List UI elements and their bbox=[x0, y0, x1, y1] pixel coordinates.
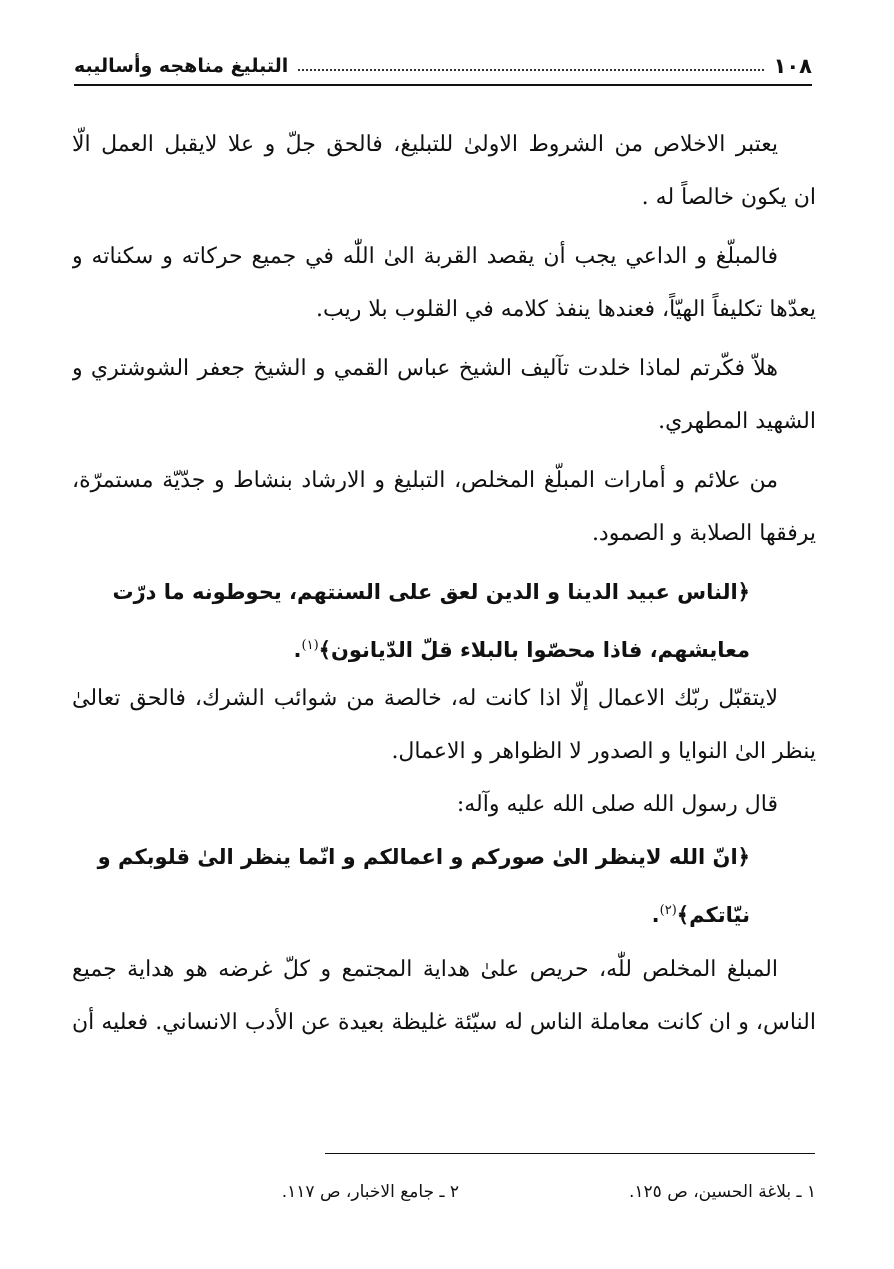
quote-line: ﴿انّ الله لاينظر الىٰ صوركم و اعمالكم و انّما ينظر الىٰ قلوبكم و bbox=[97, 845, 750, 869]
running-title: التبليغ مناهجه وأساليبه bbox=[74, 55, 289, 77]
paragraph-3 bbox=[72, 342, 816, 448]
quote-2 bbox=[72, 831, 816, 937]
footnote-marker[interactable]: (١) bbox=[301, 638, 319, 653]
footnote-marker[interactable]: (٢) bbox=[659, 903, 677, 918]
text-line: من علائم و أمارات المبلّغ المخلص، التبليغ و الارشاد بنشاط و جدّيّة مستمرّة، bbox=[72, 468, 778, 493]
quote-text: نيّاتكم﴾ bbox=[676, 903, 750, 927]
text-line: هلاّ فكّرتم لماذا خلدت تآليف الشيخ عباس القمي و الشيخ جعفر الشوشتري و bbox=[72, 356, 778, 381]
footnote-1: ١ ـ بلاغة الحسين، ص ١٢٥. bbox=[629, 1182, 816, 1202]
footnote-2: ٢ ـ جامع الاخبار، ص ١١٧. bbox=[281, 1182, 460, 1202]
text-line: ينظر الىٰ النوايا و الصدور لا الظواهر و الاعمال. bbox=[391, 739, 816, 764]
text-line: يعتبر الاخلاص من الشروط الاولىٰ للتبليغ، فالحق جلّ و علا لايقبل العمل الّا bbox=[72, 132, 778, 157]
text-line: الناس، و ان كانت معاملة الناس له سيّئة غليظة بعيدة عن الأدب الانساني. فعليه أن bbox=[72, 1010, 816, 1035]
text-line: لايتقبّل ربّك الاعمال إلّا اذا كانت له، خالصة من شوائب الشرك، فالحق تعالىٰ bbox=[72, 686, 778, 711]
paragraph-7 bbox=[72, 943, 816, 1049]
paragraph-1 bbox=[72, 118, 816, 224]
paragraph-2 bbox=[72, 230, 816, 336]
page-body bbox=[72, 118, 816, 1049]
text-line: قال رسول الله صلى الله عليه وآله: bbox=[456, 792, 778, 817]
quote-1 bbox=[72, 566, 816, 672]
quote-line: ﴿الناس عبيد الدينا و الدين لعق على السنتهم، يحوطونه ما درّت bbox=[112, 580, 750, 604]
quote-text: معايشهم، فاذا محصّوا بالبلاء قلّ الدّيانون﴾ bbox=[318, 638, 750, 662]
quote-period: . bbox=[293, 638, 302, 662]
text-line: ان يكون خالصاً له . bbox=[641, 185, 816, 210]
text-line: المبلغ المخلص للّٰه، حريص علىٰ هداية المجتمع و كلّ غرضه هو هداية جميع bbox=[72, 957, 778, 982]
text-line: يرفقها الصلابة و الصمود. bbox=[591, 521, 816, 546]
page-number: ١٠٨ bbox=[773, 54, 812, 78]
quote-line-end bbox=[72, 884, 816, 937]
footnotes bbox=[282, 1182, 816, 1202]
text-line: الشهيد المطهري. bbox=[658, 409, 816, 434]
page-header bbox=[74, 48, 812, 86]
paragraph-6 bbox=[72, 778, 816, 831]
paragraph-4 bbox=[72, 454, 816, 560]
paragraph-5 bbox=[72, 672, 816, 778]
header-dot-leader bbox=[298, 69, 763, 71]
quote-line-end bbox=[72, 619, 816, 672]
text-line: فالمبلّغ و الداعي يجب أن يقصد القربة الىٰ اللّٰه في جميع حركاته و سكناته و bbox=[72, 244, 778, 269]
text-line: يعدّها تكليفاً الهيّاً، فعندها ينفذ كلامه في القلوب بلا ريب. bbox=[316, 297, 816, 322]
quote-period: . bbox=[651, 903, 660, 927]
footnote-divider bbox=[325, 1153, 815, 1154]
